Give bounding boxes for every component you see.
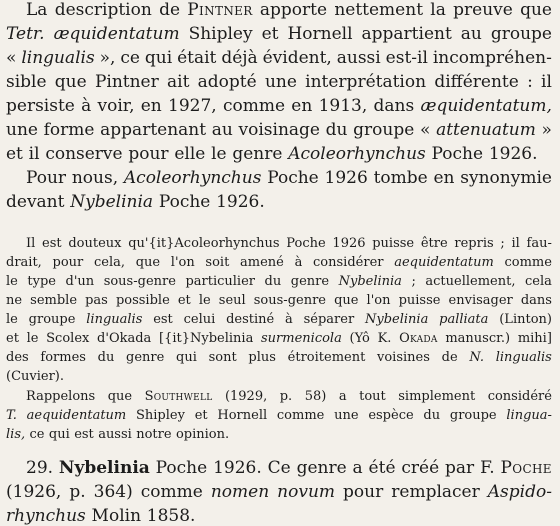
word: ; [411, 274, 416, 289]
word: destiné [226, 312, 275, 327]
word: pour [343, 482, 384, 502]
word: (Cuvier). [6, 369, 65, 384]
word: à [294, 255, 303, 270]
word: aequidentatum [394, 255, 494, 270]
word: ; [500, 236, 505, 251]
word: Okada [399, 331, 438, 346]
word: le [198, 293, 211, 308]
word: Poche [155, 458, 208, 478]
word: pour [52, 255, 84, 270]
word: puisse [372, 236, 415, 251]
word: séparer [303, 312, 355, 327]
word: Nybelinia [58, 458, 150, 478]
word: comme [276, 408, 325, 423]
word: il [541, 72, 552, 92]
word: considéré [487, 389, 552, 404]
word: puisse [398, 293, 441, 308]
word: comme [140, 482, 203, 502]
word: que [107, 389, 133, 404]
word: par [445, 458, 475, 478]
word: T. [6, 408, 17, 423]
word: aequidentatum [26, 408, 127, 423]
text-line [6, 72, 552, 92]
word: l'on [366, 293, 391, 308]
word: Acoleorhynchus [123, 168, 262, 188]
word: plus [248, 350, 276, 365]
word: il [511, 236, 520, 251]
word: aussi [336, 48, 381, 68]
word: d'Okada [97, 331, 152, 346]
word: fau- [526, 236, 552, 251]
word: Southwell [144, 389, 213, 404]
word: lis, [6, 427, 26, 442]
word: particulier [185, 274, 255, 289]
text-line [6, 255, 552, 270]
word: genre [232, 144, 283, 164]
word: a [352, 458, 363, 478]
word: Hornell [217, 408, 268, 423]
word: à [285, 312, 293, 327]
word: surmenicola [261, 331, 342, 346]
word: description [54, 0, 152, 20]
word: N. [469, 350, 485, 365]
word: La [26, 0, 48, 20]
word: preuve [453, 0, 513, 20]
word: 1913, [318, 96, 368, 116]
word: Il [26, 236, 36, 251]
word: » [541, 120, 552, 140]
text-line [6, 48, 552, 68]
word: différente [434, 72, 519, 92]
text-line [26, 236, 552, 251]
word: possible [115, 293, 170, 308]
text-line [6, 24, 552, 44]
word: sous-genre [253, 293, 326, 308]
word: 1927, [168, 96, 217, 116]
text-line [6, 96, 552, 116]
word: F. [480, 458, 495, 478]
word: Hornell [287, 24, 353, 44]
word: Pintner [187, 0, 253, 20]
word: est [74, 427, 94, 442]
word: Molin [91, 506, 142, 526]
word: nous, [71, 168, 119, 188]
text-line [6, 427, 552, 442]
word: dans [520, 293, 552, 308]
word: p. [279, 389, 293, 404]
word: évident, [262, 48, 332, 68]
word: tout [359, 389, 386, 404]
text-line [6, 331, 552, 346]
word: été [368, 458, 396, 478]
text-line [6, 144, 552, 164]
word: l'on [170, 255, 195, 270]
word: des [6, 350, 29, 365]
word: en [140, 96, 162, 116]
word: que [54, 72, 87, 92]
word: Poche [267, 168, 319, 188]
word: (1929, [224, 389, 268, 404]
word: soit [205, 255, 230, 270]
word: celui [183, 312, 216, 327]
word: 1858. [146, 506, 196, 526]
word: groupe [490, 24, 552, 44]
word: Nybelinia [338, 274, 402, 289]
word: ne [6, 293, 23, 308]
word: Pintner [94, 72, 159, 92]
word: lingualis [495, 350, 552, 365]
word: elle [174, 144, 206, 164]
word: comme [222, 96, 286, 116]
word: la [430, 0, 446, 20]
word: synonymie [460, 168, 552, 188]
word: le [6, 312, 18, 327]
word: et [177, 293, 191, 308]
word: le [211, 144, 227, 164]
word: conserve [45, 144, 123, 164]
word: douteux [68, 236, 122, 251]
word: pas [85, 293, 108, 308]
word: genre [296, 458, 347, 478]
word: (1926, [6, 482, 62, 502]
word: amené [240, 255, 284, 270]
word: pour [128, 144, 169, 164]
word: lingualis [86, 312, 143, 327]
word: une [264, 72, 297, 92]
text-line [6, 120, 552, 140]
word: repris [454, 236, 494, 251]
word: mihi] [517, 331, 552, 346]
word: dans [373, 96, 415, 116]
word: æquidentatum, [420, 96, 552, 116]
word: qui [144, 48, 173, 68]
word: Nybelinia [364, 312, 429, 327]
word: adopté [197, 72, 257, 92]
word: manuscr.) [445, 331, 511, 346]
word: comme [504, 255, 552, 270]
word: que [135, 255, 161, 270]
word: créé [401, 458, 440, 478]
word: étroitement [287, 350, 366, 365]
word: », [99, 48, 116, 68]
word: Tetr. [6, 24, 45, 44]
word: en [291, 96, 313, 116]
word: opinion. [175, 427, 230, 442]
word: Ce [267, 458, 291, 478]
word: sous-genre [103, 274, 176, 289]
word: Poche [431, 144, 484, 164]
word: attenuatum [436, 120, 536, 140]
word: Aspido- [487, 482, 552, 502]
word: cela, [93, 255, 125, 270]
word: Poche [158, 192, 211, 212]
word: interprétation [305, 72, 427, 92]
word: Nybelinia [70, 192, 154, 212]
word: ait [167, 72, 190, 92]
word: qu'{it}Acoleorhynchus [128, 236, 280, 251]
word: groupe [353, 120, 415, 140]
word: Poche [286, 236, 326, 251]
word: du [423, 408, 441, 423]
word: genre [290, 274, 330, 289]
word: a [338, 389, 347, 404]
word: 58) [304, 389, 327, 404]
word: qui [48, 427, 70, 442]
word: incompréhen- [432, 48, 552, 68]
word: Poche [500, 458, 552, 478]
word: est-il [385, 48, 428, 68]
word: novum [277, 482, 336, 502]
word: ce [29, 427, 45, 442]
word: 1926 [332, 236, 366, 251]
text-line [6, 312, 552, 327]
word: de [441, 350, 458, 365]
word: en [433, 168, 455, 188]
text-line [6, 506, 552, 526]
word: « [419, 120, 431, 140]
text-line [26, 168, 552, 188]
word: Shipley [188, 24, 253, 44]
text-line [6, 274, 552, 289]
word: rhynchus [6, 506, 86, 526]
word: devant [6, 192, 65, 212]
word: 29. [26, 458, 54, 478]
word: sont [208, 350, 237, 365]
word: Rappelons [26, 389, 96, 404]
word: voisines [377, 350, 430, 365]
word: et [6, 331, 19, 346]
word: 1926. [488, 144, 538, 164]
word: simplement [398, 389, 476, 404]
word: est [153, 312, 173, 327]
word: et [6, 144, 23, 164]
word: du [325, 120, 348, 140]
word: tombe [373, 168, 428, 188]
word: drait, [6, 255, 42, 270]
word: que [520, 0, 552, 20]
word: espèce [368, 408, 414, 423]
word: une [334, 408, 359, 423]
word: qui [176, 350, 197, 365]
word: (Yô [349, 331, 370, 346]
text-line [26, 458, 552, 478]
text-line [6, 350, 552, 365]
word: palliata [439, 312, 489, 327]
word: remplacer [391, 482, 480, 502]
word: voir, [97, 96, 135, 116]
word: apporte [259, 0, 328, 20]
word: du [264, 274, 282, 289]
word: æquidentatum [53, 24, 180, 44]
word: seul [218, 293, 246, 308]
word: Acoleorhynchus [288, 144, 426, 164]
word: déjà [221, 48, 258, 68]
word: : [527, 72, 533, 92]
word: groupe [449, 408, 497, 423]
word: le [6, 274, 18, 289]
word: (Linton) [499, 312, 552, 327]
word: d'un [65, 274, 95, 289]
word: ce [120, 48, 140, 68]
word: formes [40, 350, 86, 365]
word: Pour [26, 168, 67, 188]
word: au [211, 120, 233, 140]
word: envisager [448, 293, 513, 308]
word: [{it}Nybelinia [159, 331, 254, 346]
word: actuellement, [425, 274, 516, 289]
word: Scolex [46, 331, 90, 346]
word: 1926. [216, 192, 265, 212]
text-line [26, 389, 552, 404]
word: 364) [93, 482, 133, 502]
word: K. [377, 331, 392, 346]
word: est [42, 236, 62, 251]
word: persiste [6, 96, 75, 116]
word: genre [126, 350, 165, 365]
word: et [261, 24, 279, 44]
word: nettement [334, 0, 424, 20]
text-line [6, 408, 552, 423]
word: que [334, 293, 359, 308]
word: aussi [98, 427, 132, 442]
word: cela [525, 274, 552, 289]
word: à [81, 96, 92, 116]
word: Shipley [136, 408, 185, 423]
word: « [6, 48, 17, 68]
word: le [26, 331, 39, 346]
word: 1926. [213, 458, 262, 478]
word: était [177, 48, 217, 68]
word: 1926 [324, 168, 368, 188]
word: nomen [210, 482, 270, 502]
word: appartient [361, 24, 452, 44]
text-line [6, 192, 552, 212]
text-line [6, 482, 552, 502]
word: et [194, 408, 208, 423]
word: forme [43, 120, 95, 140]
text-line [6, 369, 552, 384]
word: au [460, 24, 482, 44]
word: il [28, 144, 40, 164]
word: p. [69, 482, 86, 502]
word: considérer [313, 255, 384, 270]
word: type [27, 274, 56, 289]
word: notre [136, 427, 172, 442]
word: de [159, 0, 181, 20]
word: une [6, 120, 38, 140]
word: semble [30, 293, 78, 308]
word: lingua- [506, 408, 552, 423]
word: appartenant [100, 120, 207, 140]
word: du [97, 350, 115, 365]
word: groupe [28, 312, 76, 327]
word: sible [6, 72, 47, 92]
word: voisinage [238, 120, 320, 140]
word: être [420, 236, 448, 251]
text-line [26, 0, 552, 20]
text-line [6, 293, 552, 308]
word: lingualis [21, 48, 95, 68]
